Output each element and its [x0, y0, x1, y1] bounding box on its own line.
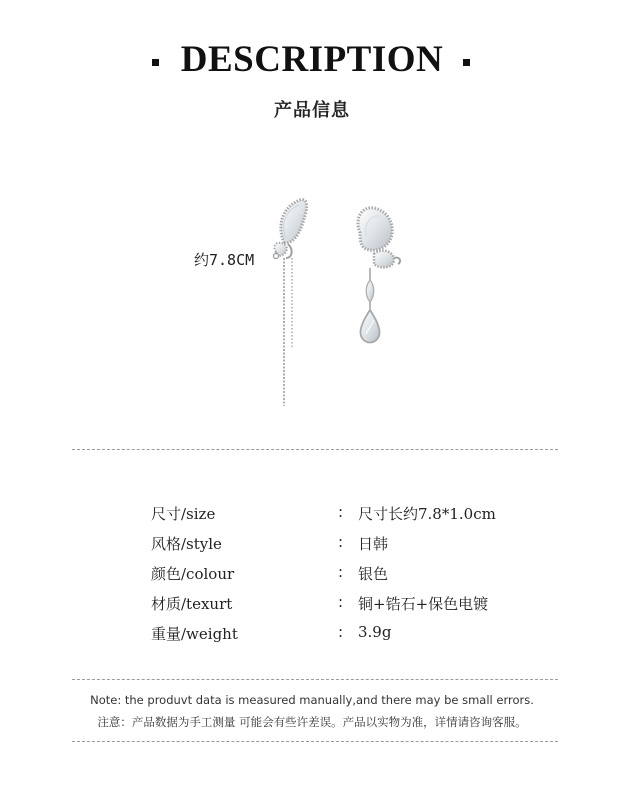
spec-key: 材质/texurt: [151, 595, 233, 613]
page-title: DESCRIPTION: [180, 39, 444, 80]
page-subtitle: 产品信息: [274, 100, 350, 121]
bullet-square-right: [463, 59, 470, 66]
header: [0, 38, 624, 88]
spec-value: 3.9g: [358, 623, 392, 641]
spec-colon: :: [338, 533, 344, 551]
spec-row-colour: [0, 563, 624, 587]
spec-key: 重量/weight: [151, 625, 238, 643]
spec-value: 银色: [358, 565, 389, 583]
size-label: 约7.8CM: [194, 251, 255, 269]
product-image: [262, 188, 432, 418]
spec-key: 颜色/colour: [151, 565, 235, 583]
spec-row-size: [0, 503, 624, 527]
note-english: Note: the produvt data is measured manually,and there may be small errors.: [90, 693, 534, 707]
spec-value: 尺寸长约7.8*1.0cm: [358, 505, 496, 523]
spec-value: 铜+锆石+保色电镀: [358, 595, 489, 613]
spec-colon: :: [338, 563, 344, 581]
spec-key: 风格/style: [151, 535, 222, 553]
spec-colon: :: [338, 623, 344, 641]
divider-top: [72, 449, 558, 450]
spec-value: 日韩: [358, 535, 389, 553]
right-earring: [358, 208, 400, 343]
spec-row-style: [0, 533, 624, 557]
left-earring: [274, 200, 307, 406]
note-chinese: 注意：产品数据为手工测量 可能会有些许差误。产品以实物为准，详情请咨询客服。: [97, 715, 527, 729]
spec-row-material: [0, 593, 624, 617]
spec-row-weight: [0, 623, 624, 647]
spec-colon: :: [338, 593, 344, 611]
spec-colon: :: [338, 503, 344, 521]
divider-notes-bottom: [72, 741, 558, 742]
divider-notes-top: [72, 679, 558, 680]
spec-key: 尺寸/size: [151, 505, 216, 523]
